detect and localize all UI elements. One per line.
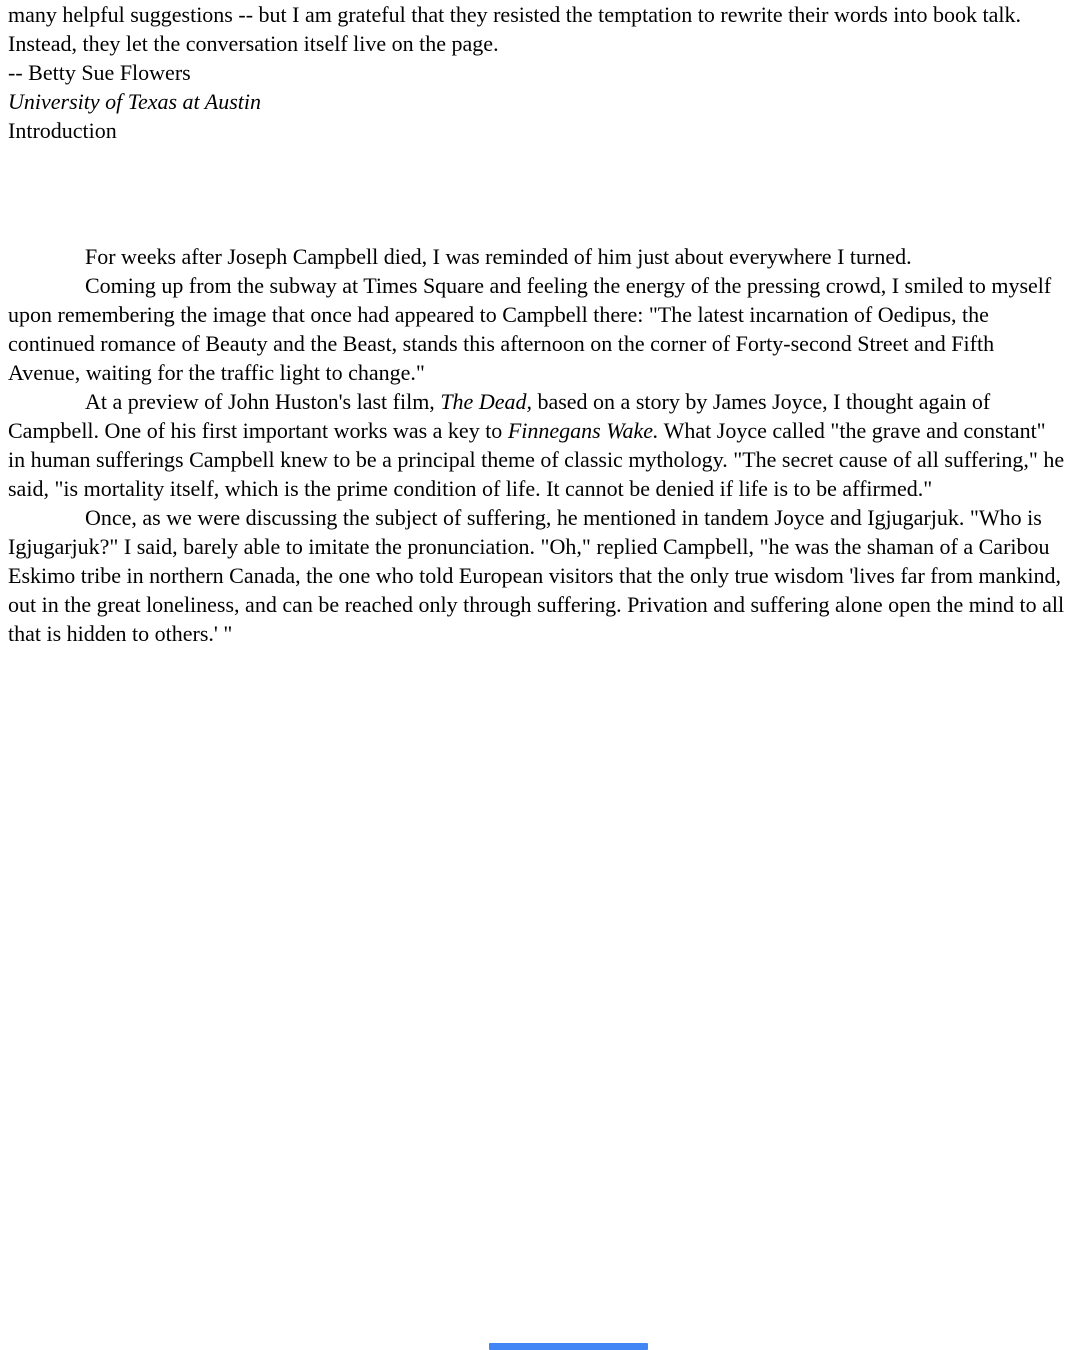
paragraph-text: based on a story by James Joyce, I thought again of Campbell. One of his first important works was a key to [8, 389, 991, 443]
paragraph-text: For weeks after Joseph Campbell died, I was reminded of him just about everywhere I turned. [85, 244, 912, 269]
body-paragraph [8, 503, 1066, 648]
italic-book-title: The Dead, [440, 389, 532, 414]
section-heading: Introduction [8, 118, 117, 143]
affiliation-line: University of Texas at Austin [8, 89, 261, 114]
body-paragraph [8, 387, 1066, 503]
italic-book-title: Finnegans Wake. [507, 418, 659, 443]
page-scroll-indicator[interactable] [489, 1343, 648, 1350]
continuation-paragraph: many helpful suggestions -- but I am grateful that they resisted the temptation to rewrite their words into book talk. Instead, they let the conversation itself live on the page. [8, 2, 1021, 56]
paragraph-text: What Joyce called "the grave and constant" in human sufferings Campbell knew to be a principal theme of classic mythology. "The secret cause of all suffering," he said, "is mortality itself, which is the prime condition of life. It cannot be denied if life is to be affirmed." [8, 418, 1065, 501]
body-paragraph [8, 271, 1066, 387]
paragraph-text: Coming up from the subway at Times Square and feeling the energy of the pressing crowd, I smiled to myself upon remembering the image that once had appeared to Campbell there: "The latest incarnation of Oedipus, the continued romance of Beauty and the Beast, stands this afternoon on the corner of Forty-second Street and Fifth Avenue, waiting for the traffic light to change." [8, 273, 1052, 385]
body-paragraph [8, 242, 1066, 271]
paragraph-text: Once, as we were discussing the subject of suffering, he mentioned in tandem Joyce and Igjugarjuk. "Who is Igjugarjuk?" I said, barely able to imitate the pronunciation. "Oh," replied Campbell, "he was the shaman of a Caribou Eskimo tribe in northern Canada, the one who told European visitors that the only true wisdom 'lives far from mankind, out in the great loneliness, and can be reached only through suffering. Privation and suffering alone open the mind to all that is hidden to others.' " [8, 505, 1065, 646]
attribution-line: -- Betty Sue Flowers [8, 60, 191, 85]
paragraph-text: At a preview of John Huston's last film, [85, 389, 441, 414]
body-paragraphs [8, 242, 1066, 648]
